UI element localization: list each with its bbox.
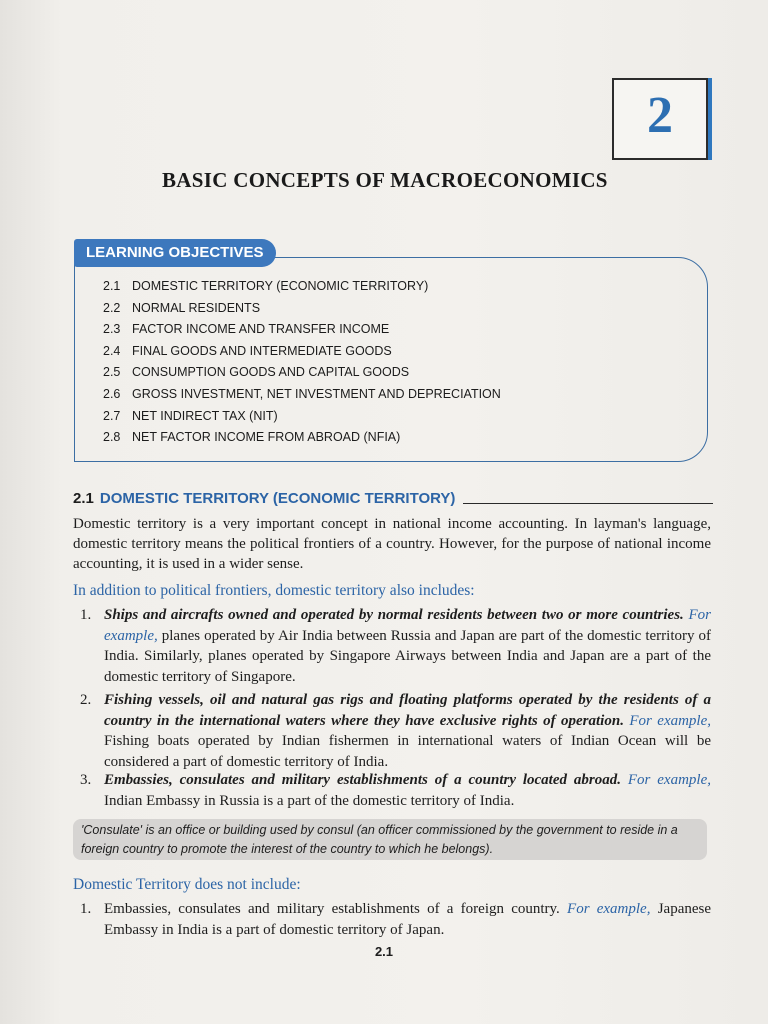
objective-item: 2.1 DOMESTIC TERRITORY (ECONOMIC TERRITORY) xyxy=(103,279,429,293)
chapter-number-box xyxy=(612,78,708,160)
includes-item: 1. Ships and aircrafts owned and operated by normal residents between two or more countries. For example, planes operated by Air India between Russia and Japan are part of the domestic territory of India. Similarly, planes operated by Singapore Airways between India and Japan are a part of the domestic territory of Singapore. xyxy=(80,607,712,685)
objective-item: 2.8 NET FACTOR INCOME FROM ABROAD (NFIA) xyxy=(103,430,401,445)
heading-rule xyxy=(463,503,713,504)
learning-objectives-heading: LEARNING OBJECTIVES xyxy=(74,239,276,267)
section-heading xyxy=(73,490,713,507)
includes-item: 2. Fishing vessels, oil and natural gas rigs and floating platforms operated by the residents of a country in the international waters where they have exclusive rights of operation. For example, Fishing boats operated by Indian fishermen in international waters of Indian Ocean will be considered a part of domestic territory of India. xyxy=(80,692,712,770)
chapter-title: BASIC CONCEPTS OF MACROECONOMICS xyxy=(162,168,608,192)
includes-item: 3. Embassies, consulates and military establishments of a country located abroad. For example, Indian Embassy in Russia is a part of the domestic territory of India. xyxy=(80,772,711,809)
excludes-lead: Domestic Territory does not include: xyxy=(73,876,301,893)
section-title: DOMESTIC TERRITORY (ECONOMIC TERRITORY) xyxy=(99,490,456,507)
learning-objectives-list xyxy=(103,276,501,449)
objective-item: 2.7 NET INDIRECT TAX (NIT) xyxy=(103,408,278,423)
consulate-note: 'Consulate' is an office or building used by consul (an officer commissioned by the government to reside in a foreign country to promote the interest of the country to which he belongs). xyxy=(73,819,707,860)
includes-lead: In addition to political frontiers, domestic territory also includes: xyxy=(73,582,475,599)
objective-item: 2.3 FACTOR INCOME AND TRANSFER INCOME xyxy=(103,322,390,337)
objective-item: 2.4 FINAL GOODS AND INTERMEDIATE GOODS xyxy=(103,343,392,358)
chapter-number: 2 xyxy=(647,87,673,144)
intro-paragraph: Domestic territory is a very important concept in national income accounting. In layman's language, domestic territory means the political frontiers of a country. However, for the purpose of national income accounting, it is used in a wider sense. xyxy=(73,516,711,572)
objective-item: 2.6 GROSS INVESTMENT, NET INVESTMENT AND DEPRECIATION xyxy=(103,386,501,401)
objective-item: 2.2 NORMAL RESIDENTS xyxy=(103,300,261,315)
page-number: 2.1 xyxy=(374,944,394,959)
section-number: 2.1 xyxy=(73,490,94,507)
objective-item: 2.5 CONSUMPTION GOODS AND CAPITAL GOODS xyxy=(103,365,410,380)
excludes-item: 1. Embassies, consulates and military establishments of a foreign country. For example, Japanese Embassy in India is a part of domestic territory of Japan. xyxy=(80,901,712,938)
